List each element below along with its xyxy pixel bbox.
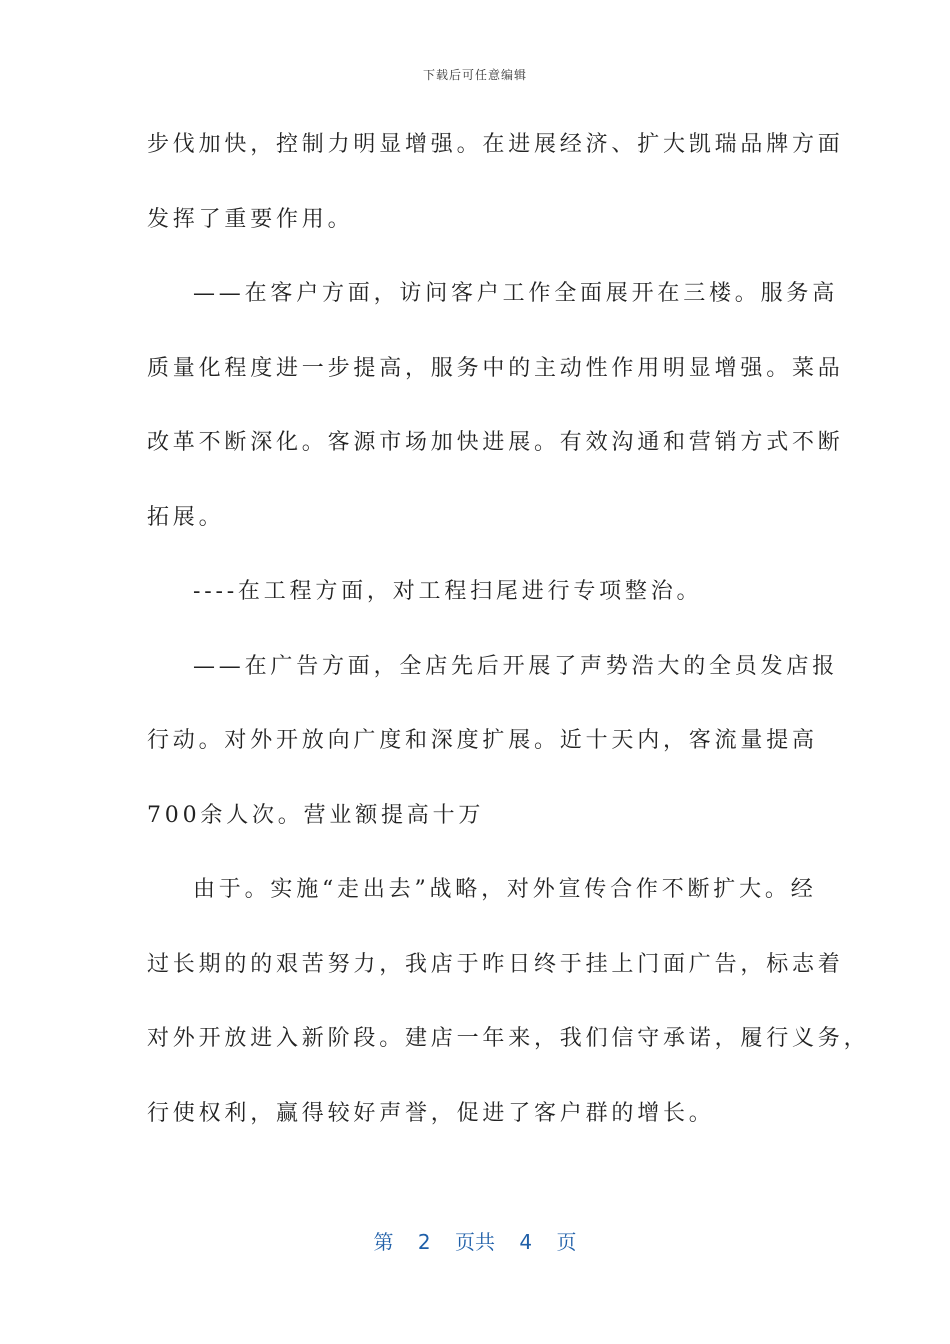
text-line: 步伐加快，控制力明显增强。在进展经济、扩大凯瑞品牌方面 bbox=[147, 132, 844, 157]
total-page-number: 4 bbox=[519, 1230, 533, 1254]
page-number-footer bbox=[0, 1226, 950, 1255]
current-page-number: 2 bbox=[417, 1230, 431, 1254]
text-line: 改革不断深化。客源市场加快进展。有效沟通和营销方式不断 bbox=[147, 430, 844, 455]
header-note: 下载后可任意编辑 bbox=[422, 68, 527, 82]
text-line: 发挥了重要作用。 bbox=[147, 206, 354, 232]
text-line: 由于。实施“走出去”战略，对外宣传合作不断扩大。经 bbox=[193, 877, 817, 902]
text-line: ----在工程方面，对工程扫尾进行专项整治。 bbox=[193, 579, 703, 604]
text-line: 过长期的的艰苦努力，我店于昨日终于挂上门面广告，标志着 bbox=[147, 951, 844, 977]
text-line: 700余人次。营业额提高十万 bbox=[147, 802, 485, 828]
text-line: ——在客户方面，访问客户工作全面展开在三楼。服务高 bbox=[193, 281, 839, 306]
page-suffix: 页 bbox=[556, 1230, 577, 1254]
text-line: 对外开放进入新阶段。建店一年来，我们信守承诺，履行义务， bbox=[147, 1026, 870, 1051]
text-line: 拓展。 bbox=[147, 504, 225, 530]
text-line: 质量化程度进一步提高，服务中的主动性作用明显增强。菜品 bbox=[147, 355, 844, 381]
text-line: 行动。对外开放向广度和深度扩展。近十天内，客流量提高 bbox=[147, 728, 818, 753]
document-body bbox=[147, 122, 870, 1165]
text-line: ——在广告方面，全店先后开展了声势浩大的全员发店报 bbox=[193, 653, 839, 679]
page-middle-text: 页共 bbox=[455, 1230, 495, 1254]
text-line: 行使权利，赢得较好声誉，促进了客户群的增长。 bbox=[147, 1100, 715, 1126]
page-prefix: 第 bbox=[373, 1230, 394, 1254]
